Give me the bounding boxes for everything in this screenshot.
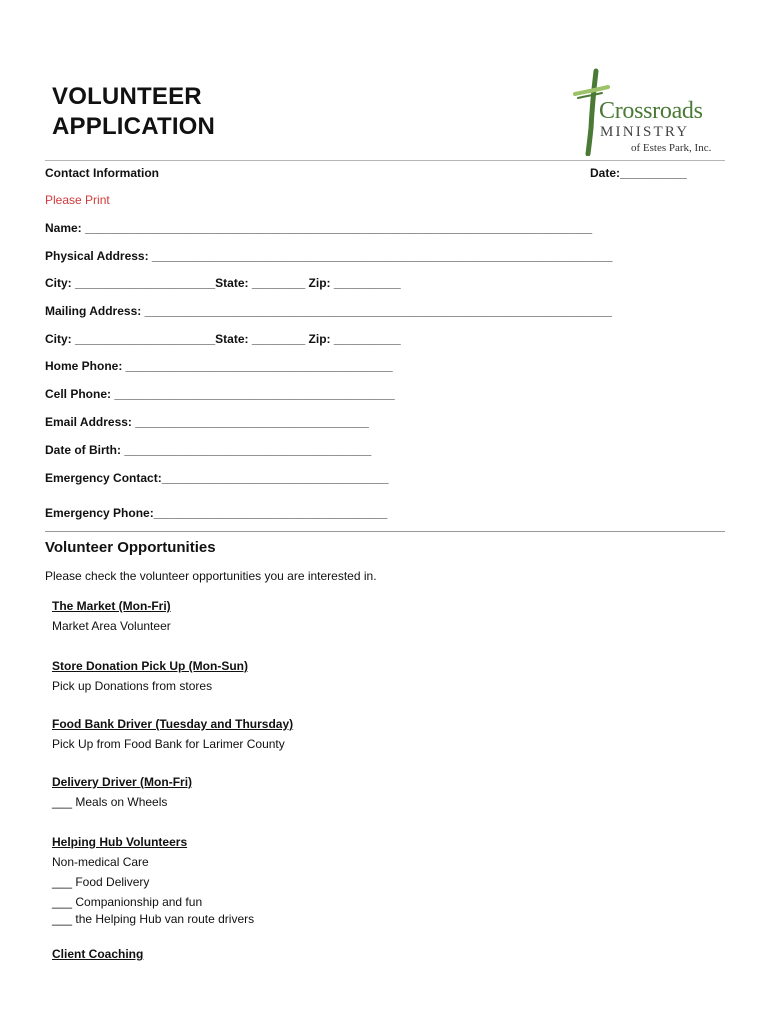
opportunity-checkbox-line[interactable]: ___ Food Delivery xyxy=(52,875,150,889)
opportunity-title-client-coaching: Client Coaching xyxy=(52,947,144,961)
city-state-zip-field[interactable]: City: _____________________State: ________ Zip: __________ xyxy=(45,276,401,290)
home-phone-field[interactable]: Home Phone: ________________________________________ xyxy=(45,359,393,373)
crossroads-ministry-logo xyxy=(572,68,722,156)
emergency-phone-field[interactable]: Emergency Phone:___________________________________ xyxy=(45,506,388,520)
opportunity-line: Pick up Donations from stores xyxy=(52,679,213,693)
page-title-line-2: APPLICATION xyxy=(52,113,216,140)
contact-information-heading: Contact Information xyxy=(45,166,159,180)
email-address-field[interactable]: Email Address: ___________________________________ xyxy=(45,415,369,429)
section-divider xyxy=(45,531,725,532)
logo-word-ministry: MINISTRY xyxy=(600,124,690,140)
mailing-address-field[interactable]: Mailing Address: ______________________________________________________________________ xyxy=(45,304,612,318)
date-field[interactable]: Date:__________ xyxy=(590,166,687,180)
opportunity-line: Non-medical Care xyxy=(52,855,149,869)
opportunity-title-the-market: The Market (Mon-Fri) xyxy=(52,599,171,613)
page-title-line-1: VOLUNTEER xyxy=(52,83,202,110)
opportunity-checkbox-line[interactable]: ___ the Helping Hub van route drivers xyxy=(52,912,255,926)
opportunity-title-store-donation: Store Donation Pick Up (Mon-Sun) xyxy=(52,659,248,673)
logo-word-estes-park: of Estes Park, Inc. xyxy=(631,142,712,154)
opportunity-title-food-bank-driver: Food Bank Driver (Tuesday and Thursday) xyxy=(52,717,294,731)
physical-address-field[interactable]: Physical Address: _____________________________________________________________________ xyxy=(45,249,613,263)
opportunity-line: Pick Up from Food Bank for Larimer County xyxy=(52,737,285,751)
page-title xyxy=(52,82,215,142)
name-field[interactable]: Name: ____________________________________________________________________________ xyxy=(45,221,593,235)
opportunities-instruction: Please check the volunteer opportunities you are interested in. xyxy=(45,569,377,583)
header-divider xyxy=(45,160,725,161)
date-of-birth-field[interactable]: Date of Birth: _____________________________________ xyxy=(45,443,372,457)
opportunity-title-delivery-driver: Delivery Driver (Mon-Fri) xyxy=(52,775,193,789)
opportunity-checkbox-line[interactable]: ___ Meals on Wheels xyxy=(52,795,168,809)
opportunity-checkbox-line[interactable]: ___ Companionship and fun xyxy=(52,895,203,909)
opportunity-line: Market Area Volunteer xyxy=(52,619,171,633)
logo-word-crossroads: Crossroads xyxy=(599,98,703,124)
cell-phone-field[interactable]: Cell Phone: __________________________________________ xyxy=(45,387,395,401)
emergency-contact-field[interactable]: Emergency Contact:__________________________________ xyxy=(45,471,389,485)
opportunity-title-helping-hub: Helping Hub Volunteers xyxy=(52,835,188,849)
volunteer-opportunities-heading: Volunteer Opportunities xyxy=(45,539,216,556)
please-print-note: Please Print xyxy=(45,193,110,207)
mailing-city-state-zip-field[interactable]: City: _____________________State: ________ Zip: __________ xyxy=(45,332,401,346)
